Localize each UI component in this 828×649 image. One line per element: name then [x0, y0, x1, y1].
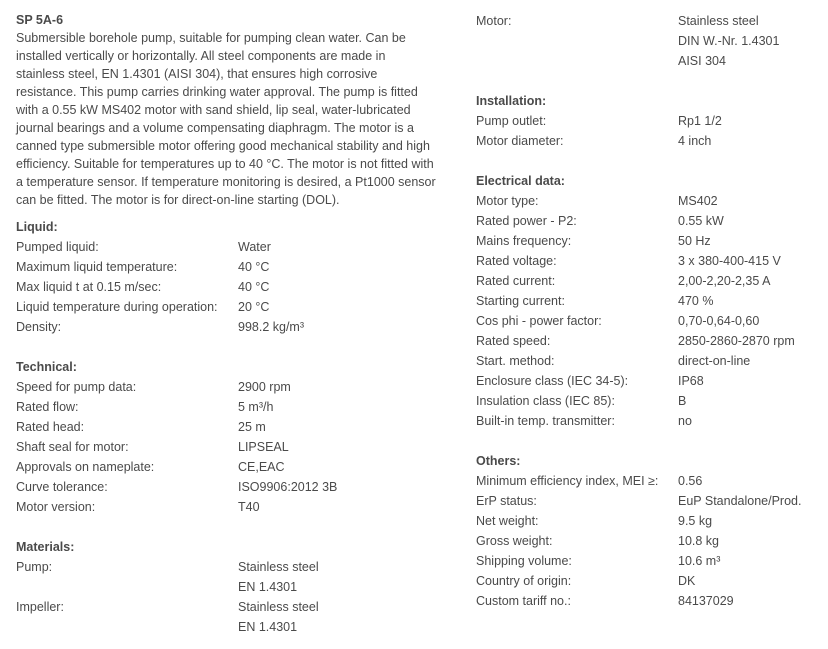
spec-label: Rated head: — [16, 420, 85, 434]
spec-value: T40 — [238, 500, 260, 514]
spec-value: Rp1 1/2 — [678, 114, 722, 128]
spec-row — [16, 397, 456, 417]
materials-section — [16, 537, 456, 637]
spec-row — [476, 391, 821, 411]
spec-value: direct-on-line — [678, 354, 751, 368]
spec-label: Motor type: — [476, 194, 539, 208]
spec-value: 470 % — [678, 294, 714, 308]
spec-row — [476, 231, 821, 251]
spec-label: Speed for pump data: — [16, 380, 137, 394]
spec-value: 50 Hz — [678, 234, 711, 248]
spec-label: Impeller: — [16, 600, 64, 614]
spec-row — [476, 511, 821, 531]
spec-label: Net weight: — [476, 514, 539, 528]
technical-section — [16, 357, 456, 517]
electrical-section-title: Electrical data: — [476, 174, 565, 188]
spec-value: 0.55 kW — [678, 214, 724, 228]
spec-row — [476, 331, 821, 351]
spec-label: Maximum liquid temperature: — [16, 260, 178, 274]
spec-label: Starting current: — [476, 294, 565, 308]
spec-label: Country of origin: — [476, 574, 572, 588]
spec-row — [476, 551, 821, 571]
liquid-section — [16, 217, 456, 337]
spec-label: Custom tariff no.: — [476, 594, 571, 608]
spec-row — [16, 597, 456, 637]
spec-value: LIPSEAL — [238, 440, 289, 454]
spec-value: 0,70-0,64-0,60 — [678, 314, 760, 328]
installation-section-title: Installation: — [476, 94, 547, 108]
spec-label: Gross weight: — [476, 534, 553, 548]
spec-label: Curve tolerance: — [16, 480, 108, 494]
spec-label: Shaft seal for motor: — [16, 440, 129, 454]
others-section — [476, 451, 821, 611]
spec-value: 40 °C — [238, 280, 270, 294]
motor-material-section — [476, 11, 821, 71]
spec-value: 2,00-2,20-2,35 A — [678, 274, 771, 288]
spec-row — [16, 277, 456, 297]
installation-section — [476, 91, 821, 151]
spec-row — [16, 317, 456, 337]
spec-label: Rated voltage: — [476, 254, 557, 268]
spec-value: 5 m³/h — [238, 400, 274, 414]
spec-row — [476, 191, 821, 211]
spec-value: 2850-2860-2870 rpm — [678, 334, 795, 348]
spec-value: Stainless steel DIN W.-Nr. 1.4301 AISI 304 — [678, 14, 780, 68]
spec-row — [476, 131, 821, 151]
spec-value: 9.5 kg — [678, 514, 713, 528]
spec-value: no — [678, 414, 692, 428]
spec-value: MS402 — [678, 194, 718, 208]
spec-row — [476, 531, 821, 551]
spec-label: Rated current: — [476, 274, 556, 288]
spec-label: Start. method: — [476, 354, 555, 368]
spec-label: Motor version: — [16, 500, 96, 514]
spec-value: 2900 rpm — [238, 380, 291, 394]
spec-row — [476, 311, 821, 331]
spec-value: 20 °C — [238, 300, 270, 314]
product-description: Submersible borehole pump, suitable for pumping clean water. Can be installed vertically or horizontally. All steel components are made in stainless steel, EN 1.4301 (AISI 304), that ensures high corrosive resistance. This pump carries drinking water approval. The pump is fitted with a 0.55 kW MS402 motor with sand shield, lip seal, water-lubricated journal bearings and a volume compensating diaphragm. The motor is a canned type submersible motor offering good mechanical stability and high efficiency. Suitable for temperatures up to 40 °C. The motor is not fitted with a temperature sensor. If temperature monitoring is desired, a Pt1000 sensor can be fitted. The motor is for direct-on-line starting (DOL). — [16, 31, 436, 207]
spec-row — [16, 297, 456, 317]
spec-row — [476, 211, 821, 231]
liquid-section-title: Liquid: — [16, 220, 58, 234]
spec-label: Mains frequency: — [476, 234, 572, 248]
spec-label: ErP status: — [476, 494, 537, 508]
right-column — [476, 11, 821, 611]
spec-label: Max liquid t at 0.15 m/sec: — [16, 280, 162, 294]
spec-row — [16, 377, 456, 397]
spec-label: Density: — [16, 320, 62, 334]
spec-label: Rated flow: — [16, 400, 79, 414]
spec-row — [476, 251, 821, 271]
spec-value: 10.8 kg — [678, 534, 720, 548]
spec-value: IP68 — [678, 374, 704, 388]
spec-label: Pumped liquid: — [16, 240, 99, 254]
spec-value: 10.6 m³ — [678, 554, 721, 568]
spec-value: ISO9906:2012 3B — [238, 480, 338, 494]
spec-row — [476, 271, 821, 291]
spec-label: Pump: — [16, 560, 53, 574]
spec-value: 4 inch — [678, 134, 712, 148]
spec-label: Built-in temp. transmitter: — [476, 414, 615, 428]
spec-value: Water — [238, 240, 271, 254]
spec-row — [476, 411, 821, 431]
spec-label: Shipping volume: — [476, 554, 572, 568]
technical-section-title: Technical: — [16, 360, 77, 374]
spec-value: CE,EAC — [238, 460, 285, 474]
spec-row — [16, 477, 456, 497]
spec-value: 0.56 — [678, 474, 703, 488]
spec-label: Minimum efficiency index, MEI ≥: — [476, 474, 659, 488]
others-section-title: Others: — [476, 454, 521, 468]
spec-label: Rated speed: — [476, 334, 551, 348]
spec-label: Cos phi - power factor: — [476, 314, 602, 328]
spec-label: Insulation class (IEC 85): — [476, 394, 615, 408]
spec-row — [476, 491, 821, 511]
left-column — [16, 0, 456, 637]
spec-value: 998.2 kg/m³ — [238, 320, 305, 334]
product-title: SP 5A-6 — [16, 13, 64, 27]
spec-label: Liquid temperature during operation: — [16, 300, 218, 314]
spec-label: Motor diameter: — [476, 134, 564, 148]
spec-row — [16, 437, 456, 457]
spec-row — [476, 571, 821, 591]
spec-label: Approvals on nameplate: — [16, 460, 155, 474]
spec-row — [476, 11, 821, 71]
spec-row — [476, 591, 821, 611]
spec-row — [16, 497, 456, 517]
spec-row — [16, 257, 456, 277]
spec-row — [476, 471, 821, 491]
spec-value: 84137029 — [678, 594, 734, 608]
spec-row — [16, 557, 456, 597]
spec-row — [16, 237, 456, 257]
spec-value: Stainless steel EN 1.4301 — [238, 600, 319, 634]
spec-value: Stainless steel EN 1.4301 — [238, 560, 319, 594]
spec-row — [476, 111, 821, 131]
electrical-section — [476, 171, 821, 431]
spec-value: 40 °C — [238, 260, 270, 274]
spec-row — [476, 371, 821, 391]
spec-value: 3 x 380-400-415 V — [678, 254, 781, 268]
spec-value: 25 m — [238, 420, 266, 434]
spec-label: Enclosure class (IEC 34-5): — [476, 374, 629, 388]
spec-row — [16, 457, 456, 477]
spec-value: DK — [678, 574, 696, 588]
spec-value: B — [678, 394, 687, 408]
spec-value: EuP Standalone/Prod. — [678, 494, 802, 508]
spec-row — [16, 417, 456, 437]
spec-label: Rated power - P2: — [476, 214, 577, 228]
spec-label: Pump outlet: — [476, 114, 547, 128]
spec-row — [476, 291, 821, 311]
spec-row — [476, 351, 821, 371]
materials-section-title: Materials: — [16, 540, 75, 554]
spec-label: Motor: — [476, 14, 512, 28]
